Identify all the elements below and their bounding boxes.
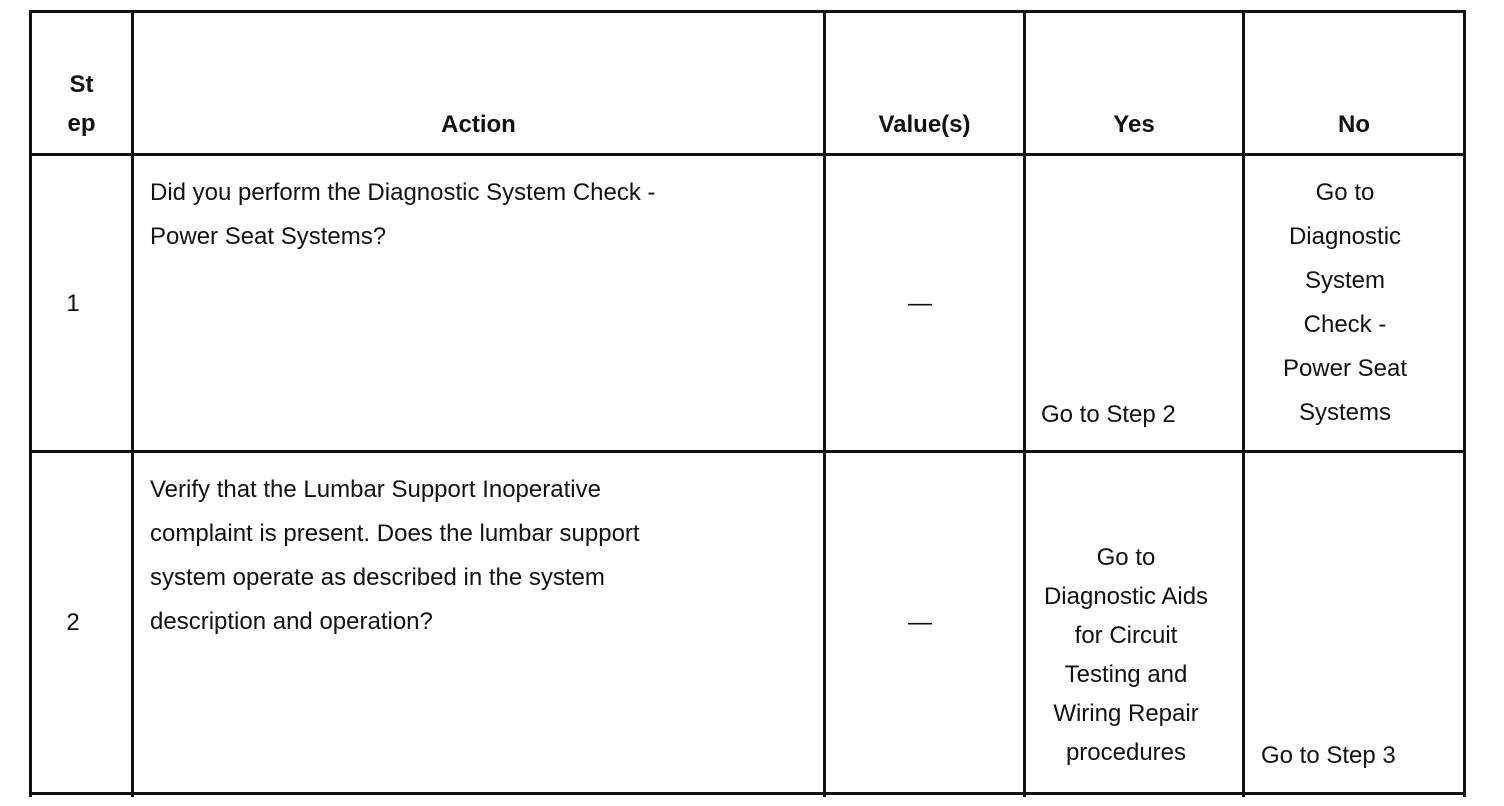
row1-no	[1245, 171, 1445, 435]
grid-line	[29, 10, 1466, 13]
row2-value: —	[908, 609, 932, 636]
row2-yes-line: procedures	[1065, 739, 1187, 766]
row2-yes-line: Wiring Repair	[1053, 700, 1199, 727]
row1-yes: Go to Step 2	[1041, 401, 1176, 428]
header-step	[32, 66, 131, 144]
grid-line	[29, 153, 1466, 156]
grid-line	[1463, 11, 1466, 797]
row2-yes-line: for Circuit	[1074, 622, 1178, 649]
row2-action-line: system operate as described in the system	[150, 564, 605, 591]
row2-yes	[1026, 538, 1226, 772]
row2-action-line: Verify that the Lumbar Support Inoperative	[150, 476, 601, 503]
header-action: Action	[441, 111, 516, 138]
row1-action	[150, 171, 810, 259]
row1-no-line: Diagnostic	[1288, 223, 1402, 250]
row2-step: 2	[66, 609, 80, 636]
row1-no-line: Power Seat	[1282, 355, 1408, 382]
grid-line	[29, 450, 1466, 453]
row2-action-line: complaint is present. Does the lumbar support	[150, 520, 640, 547]
row1-step: 1	[66, 290, 80, 317]
row2-no: Go to Step 3	[1261, 742, 1396, 769]
header-values: Value(s)	[878, 111, 971, 138]
row1-action-line: Power Seat Systems?	[150, 223, 387, 250]
row1-no-line: Systems	[1298, 399, 1391, 426]
header-step-line2: ep	[67, 110, 96, 137]
row1-no-line: System	[1304, 267, 1385, 294]
row1-value: —	[908, 290, 932, 317]
row1-no-line: Check -	[1303, 311, 1387, 338]
row2-yes-line: Go to	[1096, 544, 1156, 571]
header-yes: Yes	[1113, 111, 1155, 138]
row2-yes-line: Diagnostic Aids	[1043, 583, 1209, 610]
header-step-line1: St	[69, 71, 94, 98]
header-no: No	[1338, 111, 1370, 138]
row1-action-line: Did you perform the Diagnostic System Check -	[150, 179, 656, 206]
grid-line	[29, 792, 1466, 795]
row2-action	[150, 468, 810, 644]
row1-no-line: Go to	[1315, 179, 1375, 206]
row2-action-line: description and operation?	[150, 608, 433, 635]
row2-yes-line: Testing and	[1064, 661, 1188, 688]
